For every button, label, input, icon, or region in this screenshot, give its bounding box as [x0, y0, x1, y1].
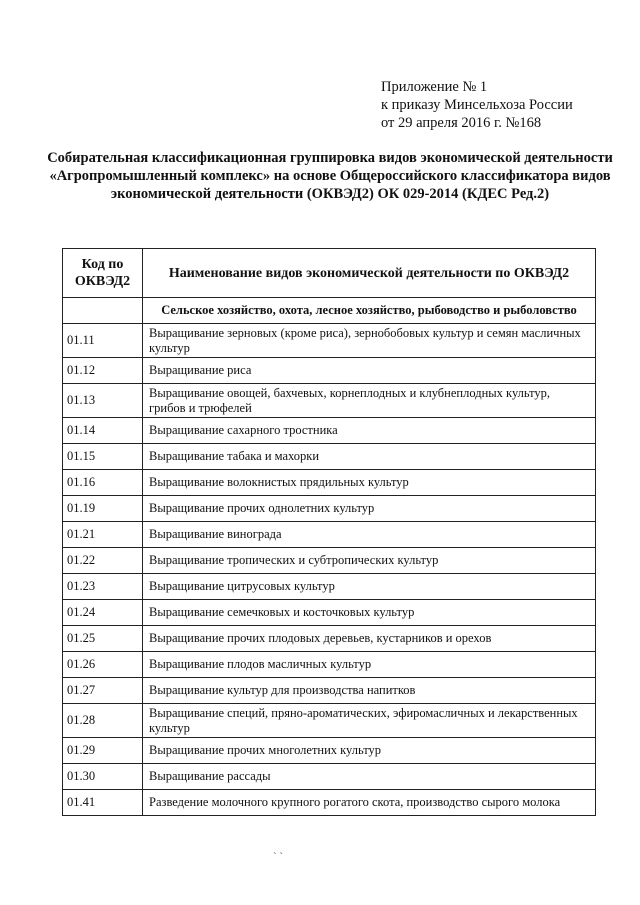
section-row — [63, 298, 596, 324]
row-name: Выращивание риса — [143, 358, 596, 384]
table-row — [63, 652, 596, 678]
appendix-order-date: от 29 апреля 2016 г. №168 — [381, 115, 542, 131]
table-row — [63, 444, 596, 470]
row-code: 01.25 — [63, 626, 143, 652]
row-code: 01.14 — [63, 418, 143, 444]
appendix-block — [381, 78, 573, 132]
table-row — [63, 738, 596, 764]
table-row — [63, 626, 596, 652]
row-code: 01.27 — [63, 678, 143, 704]
row-name: Выращивание специй, пряно-ароматических, эфиромасличных и лекарственных культур — [143, 704, 596, 738]
row-name: Выращивание сахарного тростника — [143, 418, 596, 444]
row-name: Выращивание овощей, бахчевых, корнеплодных и клубнеплодных культур, грибов и трюфелей — [143, 384, 596, 418]
appendix-number: Приложение № 1 — [381, 79, 488, 95]
row-name: Выращивание табака и махорки — [143, 444, 596, 470]
section-title: Сельское хозяйство, охота, лесное хозяйство, рыбоводство и рыболовство — [143, 298, 596, 324]
table-row — [63, 574, 596, 600]
row-name: Выращивание винограда — [143, 522, 596, 548]
table-row — [63, 324, 596, 358]
row-name: Выращивание волокнистых прядильных культур — [143, 470, 596, 496]
row-name: Выращивание прочих плодовых деревьев, кустарников и орехов — [143, 626, 596, 652]
row-code: 01.15 — [63, 444, 143, 470]
row-name: Выращивание цитрусовых культур — [143, 574, 596, 600]
row-code: 01.29 — [63, 738, 143, 764]
row-name: Разведение молочного крупного рогатого скота, производство сырого молока — [143, 790, 596, 816]
table-row — [63, 790, 596, 816]
row-code: 01.22 — [63, 548, 143, 574]
row-code: 01.12 — [63, 358, 143, 384]
row-code: 01.19 — [63, 496, 143, 522]
appendix-order-ref: к приказу Минсельхоза России — [381, 97, 573, 113]
row-name: Выращивание рассады — [143, 764, 596, 790]
section-empty-cell — [63, 298, 143, 324]
classification-table — [62, 248, 596, 816]
document-title: Собирательная классификационная группировка видов экономической деятельности «Агропромышленный комплекс» на основе Общероссийского классификатора видов экономической деятельности (ОКВЭД2) ОК 029-2014 (КДЕС Ред.2) — [47, 150, 613, 202]
table-row — [63, 418, 596, 444]
header-code: Код по ОКВЭД2 — [63, 249, 143, 298]
row-name: Выращивание прочих однолетних культур — [143, 496, 596, 522]
row-code: 01.23 — [63, 574, 143, 600]
row-code: 01.28 — [63, 704, 143, 738]
table-row — [63, 358, 596, 384]
row-name: Выращивание зерновых (кроме риса), зернобобовых культур и семян масличных культур — [143, 324, 596, 358]
row-name: Выращивание семечковых и косточковых культур — [143, 600, 596, 626]
row-code: 01.21 — [63, 522, 143, 548]
table-row — [63, 496, 596, 522]
table-row — [63, 522, 596, 548]
table-row — [63, 600, 596, 626]
row-code: 01.11 — [63, 324, 143, 358]
header-name: Наименование видов экономической деятельности по ОКВЭД2 — [143, 249, 596, 298]
table-header-row — [63, 249, 596, 298]
table-row — [63, 764, 596, 790]
row-name: Выращивание тропических и субтропических культур — [143, 548, 596, 574]
scan-mark: ` ` — [273, 851, 284, 863]
table-row — [63, 678, 596, 704]
row-code: 01.13 — [63, 384, 143, 418]
row-code: 01.30 — [63, 764, 143, 790]
table-row — [63, 384, 596, 418]
row-name: Выращивание прочих многолетних культур — [143, 738, 596, 764]
row-code: 01.24 — [63, 600, 143, 626]
table-row — [63, 548, 596, 574]
row-code: 01.26 — [63, 652, 143, 678]
row-name: Выращивание плодов масличных культур — [143, 652, 596, 678]
table-row — [63, 470, 596, 496]
row-name: Выращивание культур для производства напитков — [143, 678, 596, 704]
row-code: 01.41 — [63, 790, 143, 816]
row-code: 01.16 — [63, 470, 143, 496]
table-row — [63, 704, 596, 738]
